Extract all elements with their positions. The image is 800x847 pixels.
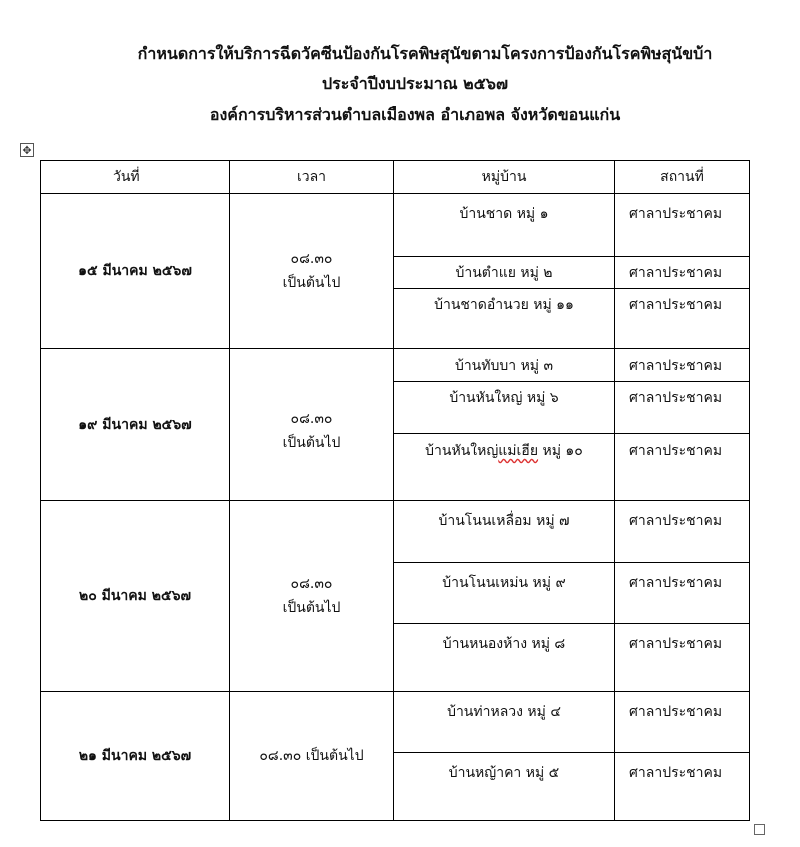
place-cell: ศาลาประชาคม	[615, 563, 750, 624]
place-cell: ศาลาประชาคม	[615, 501, 750, 563]
date-cell: ๑๕ มีนาคม ๒๕๖๗	[41, 194, 230, 349]
village-name: บ้านหันใหญ่	[425, 443, 499, 459]
time-suffix: เป็นต้นไป	[282, 275, 341, 291]
village-cell: บ้านโนนเหม่น หมู่ ๙	[394, 563, 615, 624]
time-value: ๐๘.๓๐	[290, 251, 333, 267]
village-cell: บ้านตำแย หมู่ ๒	[394, 257, 615, 289]
place-cell: ศาลาประชาคม	[615, 382, 750, 434]
village-cell: บ้านท่าหลวง หมู่ ๔	[394, 692, 615, 753]
document-title-line-2: ประจำปีงบประมาณ ๒๕๖๗	[322, 74, 508, 93]
header-village: หมู่บ้าน	[394, 161, 615, 194]
header-place: สถานที่	[615, 161, 750, 194]
time-cell	[230, 501, 394, 692]
village-number: หมู่ ๑๐	[538, 443, 583, 459]
village-cell: บ้านชาดอำนวย หมู่ ๑๑	[394, 289, 615, 349]
time-cell	[230, 194, 394, 349]
village-cell: บ้านหญ้าคา หมู่ ๕	[394, 753, 615, 821]
date-cell: ๒๑ มีนาคม ๒๕๖๗	[41, 692, 230, 821]
table-row	[41, 501, 750, 563]
table-header-row	[41, 161, 750, 194]
place-cell: ศาลาประชาคม	[615, 624, 750, 692]
place-cell: ศาลาประชาคม	[615, 434, 750, 501]
place-cell: ศาลาประชาคม	[615, 289, 750, 349]
header-time: เวลา	[230, 161, 394, 194]
header-date: วันที่	[41, 161, 230, 194]
date-cell: ๒๐ มีนาคม ๒๕๖๗	[41, 501, 230, 692]
village-cell	[394, 434, 615, 501]
time-value: ๐๘.๓๐	[290, 410, 333, 427]
place-cell: ศาลาประชาคม	[615, 753, 750, 821]
table-row	[41, 349, 750, 382]
village-cell: บ้านโนนเหลื่อม หมู่ ๗	[394, 501, 615, 563]
time-suffix: เป็นต้นไป	[282, 600, 341, 616]
schedule-table	[40, 160, 750, 821]
place-cell: ศาลาประชาคม	[615, 349, 750, 382]
time-cell: ๐๘.๓๐ เป็นต้นไป	[230, 692, 394, 821]
document-title-line-1: กำหนดการให้บริการฉีดวัคซีนป้องกันโรคพิษสุนัขตามโครงการป้องกันโรคพิษสุนัขบ้า	[137, 44, 713, 63]
place-cell: ศาลาประชาคม	[615, 194, 750, 257]
time-cell	[230, 349, 394, 501]
document-title-line-3: องค์การบริหารส่วนตำบลเมืองพล อำเภอพล จังหวัดขอนแก่น	[209, 105, 621, 124]
table-row	[41, 692, 750, 753]
place-cell: ศาลาประชาคม	[615, 692, 750, 753]
place-cell: ศาลาประชาคม	[615, 257, 750, 289]
time-value: ๐๘.๓๐	[290, 576, 333, 592]
spellcheck-marked-word: แม่เฮีย	[498, 443, 539, 459]
table-move-handle-icon[interactable]: ✥	[20, 143, 34, 157]
village-cell: บ้านหันใหญ่ หมู่ ๖	[394, 382, 615, 434]
table-row	[41, 194, 750, 257]
village-cell: บ้านชาด หมู่ ๑	[394, 194, 615, 257]
village-cell: บ้านทับบา หมู่ ๓	[394, 349, 615, 382]
date-cell: ๑๙ มีนาคม ๒๕๖๗	[41, 349, 230, 501]
table-resize-handle[interactable]	[754, 824, 765, 835]
village-cell: บ้านหนองห้าง หมู่ ๘	[394, 624, 615, 692]
time-suffix: เป็นต้นไป	[282, 434, 341, 451]
